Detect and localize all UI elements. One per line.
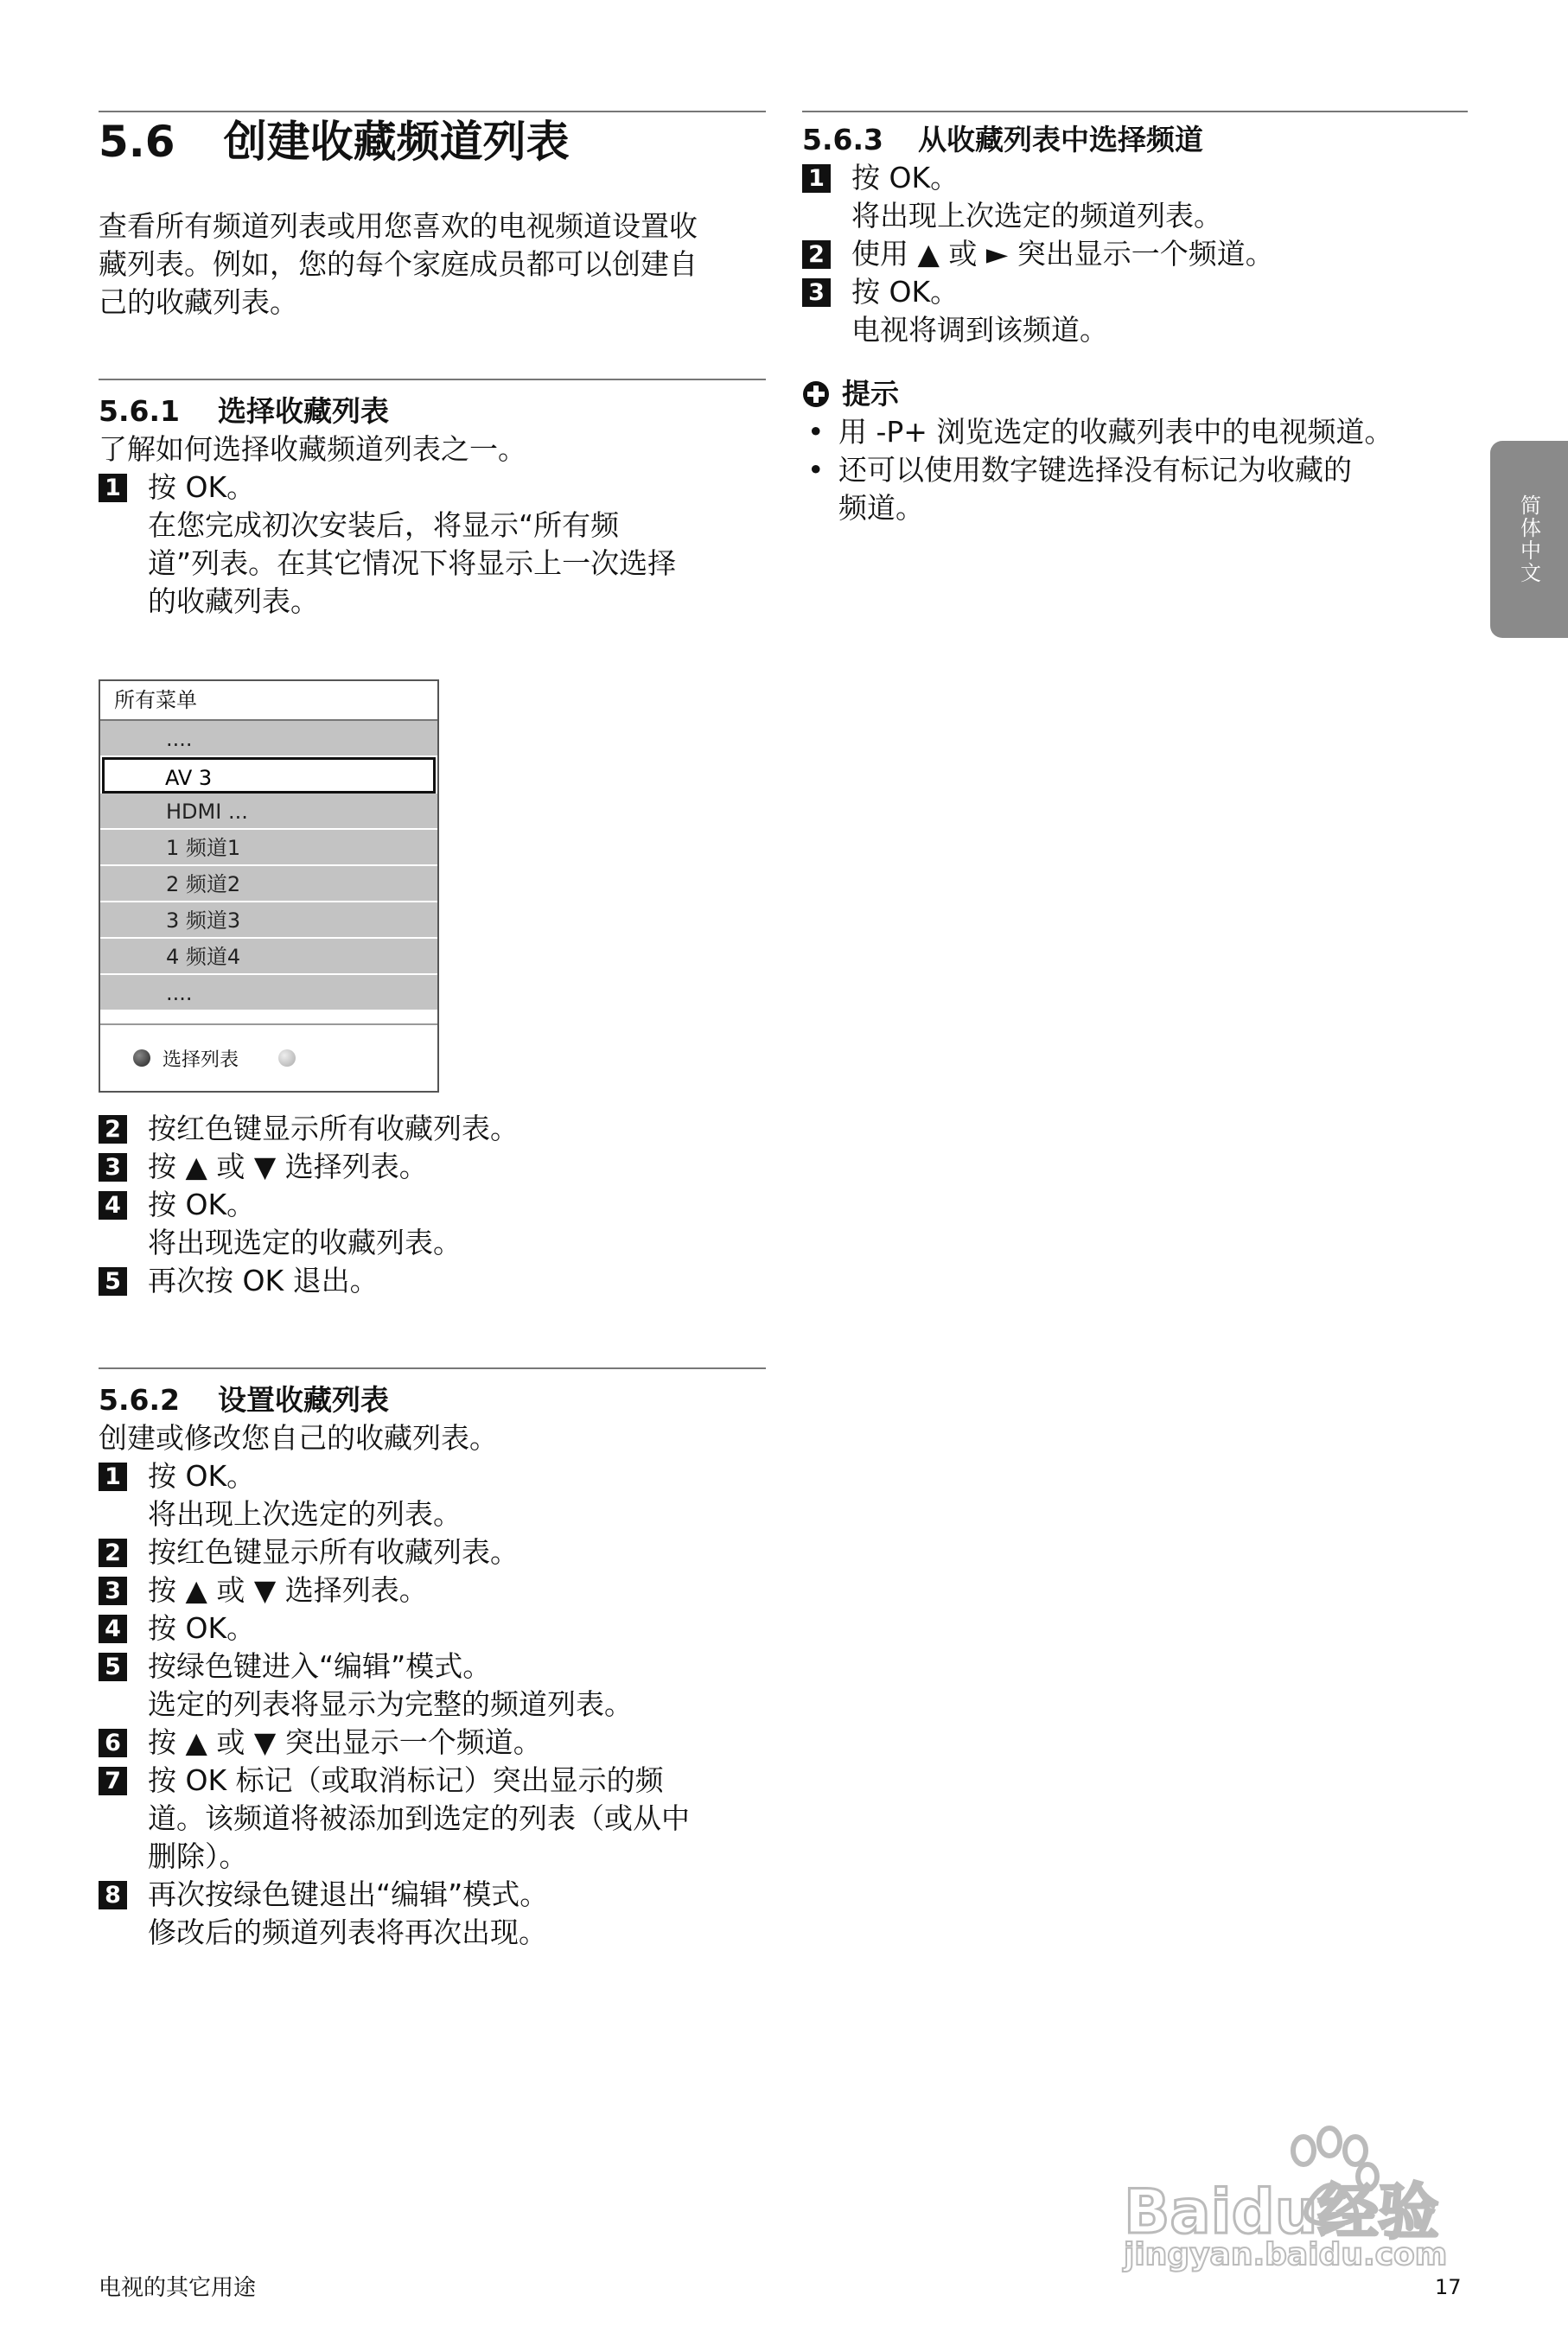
- step-number: 5: [99, 1653, 127, 1681]
- intro-paragraph: 查看所有频道列表或用您喜欢的电视频道设置收 藏列表。例如，您的每个家庭成员都可以创建自 己的收藏列表。: [99, 209, 698, 319]
- left-column: [99, 111, 766, 322]
- step-item: 2 使用 ▲ 或 ► 突出显示一个频道。: [802, 235, 1468, 273]
- section-rule: [99, 1367, 766, 1369]
- step-number: 1: [99, 1463, 127, 1491]
- step-item: 1 按 OK。 将出现上次选定的列表。: [99, 1457, 766, 1533]
- step-number: 2: [99, 1539, 127, 1567]
- menu-row[interactable]: 4 频道4: [100, 939, 437, 975]
- menu-row-selected[interactable]: AV 3: [102, 757, 436, 794]
- tip-plus-icon: [802, 380, 830, 408]
- red-key-icon: [133, 1049, 150, 1067]
- step-item: 3 按 ▲ 或 ▼ 选择列表。: [99, 1148, 766, 1186]
- green-key-icon: [278, 1049, 296, 1067]
- tips-heading: 提示: [802, 375, 1468, 413]
- menu-row[interactable]: ....: [100, 975, 437, 1011]
- menu-row[interactable]: 1 频道1: [100, 830, 437, 866]
- step-item: 5 按绿色键进入“编辑”模式。 选定的列表将显示为完整的频道列表。: [99, 1648, 766, 1724]
- section-title: 创建收藏频道列表: [223, 117, 570, 167]
- step-number: 4: [99, 1615, 127, 1643]
- step-number: 3: [99, 1577, 127, 1605]
- bullet-icon: •: [807, 415, 825, 449]
- step-item: 4 按 OK。: [99, 1609, 766, 1648]
- section-number: 5.6: [99, 117, 175, 167]
- step-item: 6 按 ▲ 或 ▼ 突出显示一个频道。: [99, 1724, 766, 1762]
- step-number: 3: [99, 1153, 127, 1182]
- step-item: 5 再次按 OK 退出。: [99, 1262, 766, 1300]
- step-number: 6: [99, 1729, 127, 1757]
- step-number: 1: [99, 474, 127, 502]
- bullet-icon: •: [807, 453, 825, 487]
- subsection-lead: 创建或修改您自己的收藏列表。: [99, 1421, 498, 1455]
- subsection-lead: 了解如何选择收藏频道列表之一。: [99, 432, 526, 466]
- step-item: 3 按 ▲ 或 ▼ 选择列表。: [99, 1571, 766, 1609]
- svg-text:Baidu经验: Baidu经验: [1124, 2177, 1439, 2247]
- step-item: 2 按红色键显示所有收藏列表。: [99, 1533, 766, 1571]
- step-item: 1 按 OK。 将出现上次选定的频道列表。: [802, 159, 1468, 235]
- section-rule: [99, 111, 766, 112]
- language-side-tab: 简体中文: [1490, 441, 1568, 638]
- baidu-watermark: [1115, 2116, 1478, 2272]
- menu-footer-label: 选择列表: [163, 1049, 239, 1071]
- subsection-5-6-1-steps: [99, 1110, 766, 1300]
- menu-row[interactable]: 2 频道2: [100, 866, 437, 902]
- step-number: 2: [802, 240, 831, 269]
- step-number: 4: [99, 1191, 127, 1220]
- tip-item: • 还可以使用数字键选择没有标记为收藏的 频道。: [802, 451, 1468, 527]
- subsection-heading: 5.6.3 从收藏列表中选择频道: [802, 123, 1203, 156]
- subsection-heading: 5.6.2 设置收藏列表: [99, 1383, 389, 1417]
- step-number: 3: [802, 278, 831, 307]
- subsection-heading: 5.6.1 选择收藏列表: [99, 394, 389, 428]
- step-number: 2: [99, 1115, 127, 1144]
- step-number: 8: [99, 1881, 127, 1909]
- menu-row[interactable]: ....: [100, 721, 437, 757]
- tips-box: [802, 375, 1468, 527]
- menu-row[interactable]: 3 频道3: [100, 902, 437, 939]
- menu-title: 所有菜单: [100, 681, 437, 721]
- step-number: 5: [99, 1267, 127, 1296]
- step-number: 1: [802, 164, 831, 193]
- step-item: 7 按 OK 标记（或取消标记）突出显示的频 道。该频道将被添加到选定的列表（或从中 删除）。: [99, 1762, 766, 1876]
- step-item: 2 按红色键显示所有收藏列表。: [99, 1110, 766, 1148]
- watermark-url: jingyan.baidu.com: [1124, 2237, 1448, 2272]
- section-heading: [99, 116, 766, 168]
- menu-row[interactable]: HDMI ...: [100, 794, 437, 830]
- section-rule: [99, 379, 766, 380]
- step-item: 1 按 OK。 在您完成初次安装后，将显示“所有频 道”列表。在其它情况下将显示上一次选择 的收藏列表。: [99, 468, 766, 621]
- subsection-5-6-1: [99, 379, 766, 621]
- step-item: 4 按 OK。 将出现选定的收藏列表。: [99, 1186, 766, 1262]
- page-number: 17: [1435, 2275, 1462, 2299]
- step-item: 8 再次按绿色键退出“编辑”模式。 修改后的频道列表将再次出现。: [99, 1876, 766, 1952]
- menu-footer: [100, 1023, 437, 1091]
- step-item: 3 按 OK。 电视将调到该频道。: [802, 273, 1468, 349]
- channel-list-menu: [99, 679, 439, 1093]
- subsection-5-6-3: [802, 111, 1468, 527]
- tip-item: • 用 -P+ 浏览选定的收藏列表中的电视频道。: [802, 413, 1468, 451]
- footer-chapter: 电视的其它用途: [99, 2275, 257, 2301]
- subsection-5-6-2: [99, 1367, 766, 1952]
- section-rule: [802, 111, 1468, 112]
- step-number: 7: [99, 1767, 127, 1795]
